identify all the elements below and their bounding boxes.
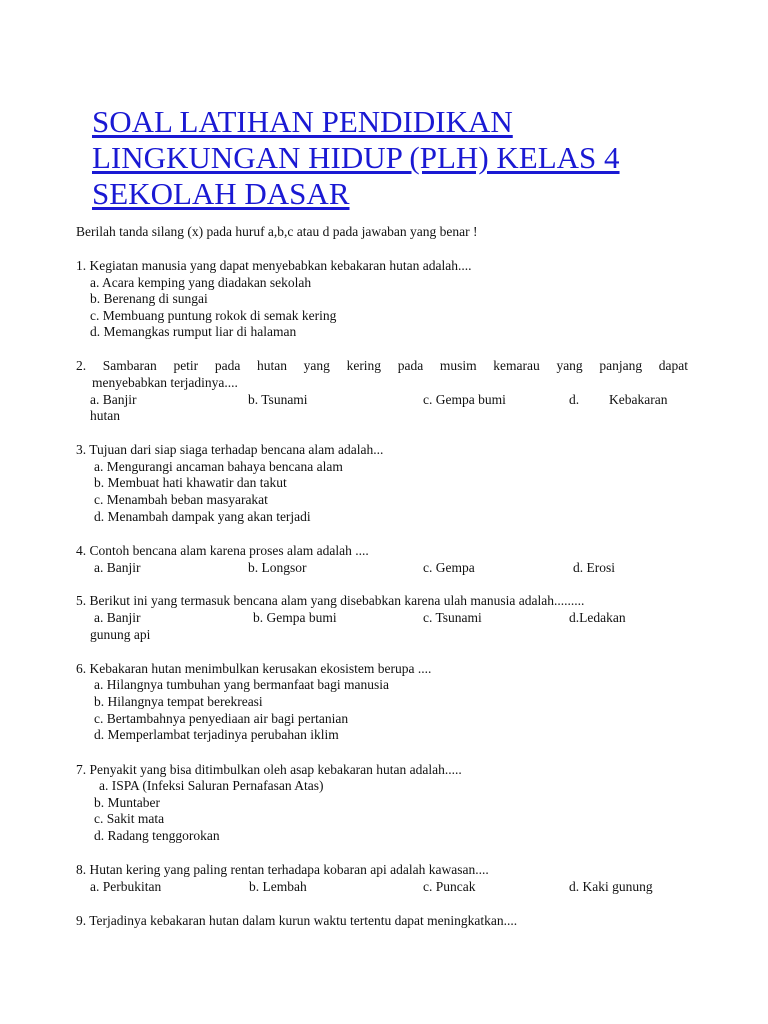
question-8-option-c: c. Puncak [423,879,476,894]
question-4-option-b: b. Longsor [248,560,307,575]
question-6: 6. Kebakaran hutan menimbulkan kerusakan ekosistem berupa .... [76,661,432,676]
question-6-option-b: b. Hilangnya tempat berekreasi [94,694,263,709]
question-3: 3. Tujuan dari siap siaga terhadap bencana alam adalah... [76,442,384,457]
question-7: 7. Penyakit yang bisa ditimbulkan oleh asap kebakaran hutan adalah..... [76,762,462,777]
document-title [92,104,712,212]
title-line-3: SEKOLAH DASAR [92,176,350,211]
question-3-option-a: a. Mengurangi ancaman bahaya bencana alam [94,459,343,474]
instruction: Berilah tanda silang (x) pada huruf a,b,c atau d pada jawaban yang benar ! [76,224,478,239]
question-3-option-b: b. Membuat hati khawatir dan takut [94,475,287,490]
question-2-option-d-word: Kebakaran [609,392,668,407]
question-1-option-b: b. Berenang di sungai [90,291,208,306]
question-2-options [0,391,768,408]
question-1: 1. Kegiatan manusia yang dapat menyebabkan kebakaran hutan adalah.... [76,258,472,273]
question-7-option-a: a. ISPA (Infeksi Saluran Pernafasan Atas) [99,778,324,793]
question-4-options [0,559,768,576]
question-2-option-d-continued: hutan [90,408,120,423]
question-8: 8. Hutan kering yang paling rentan terhadapa kobaran api adalah kawasan.... [76,862,489,877]
question-3-option-d: d. Menambah dampak yang akan terjadi [94,509,311,524]
question-3-option-c: c. Menambah beban masyarakat [94,492,268,507]
question-5-option-c: c. Tsunami [423,610,482,625]
question-8-option-b: b. Lembah [249,879,307,894]
question-2-option-b: b. Tsunami [248,392,308,407]
question-4-option-a: a. Banjir [94,560,141,575]
question-5-option-b: b. Gempa bumi [253,610,337,625]
question-5-option-d: d.Ledakan [569,610,626,625]
question-6-option-a: a. Hilangnya tumbuhan yang bermanfaat bagi manusia [94,677,390,692]
question-9: 9. Terjadinya kebakaran hutan dalam kurun waktu tertentu dapat meningkatkan.... [76,913,518,928]
question-8-option-a: a. Perbukitan [90,879,162,894]
question-1-option-c: c. Membuang puntung rokok di semak kering [90,308,337,323]
question-5-option-d-continued: gunung api [90,627,151,642]
question-2-option-d: d. [569,392,580,407]
question-6-option-d: d. Memperlambat terjadinya perubahan iklim [94,727,339,742]
question-7-option-c: c. Sakit mata [94,811,165,826]
question-7-option-b: b. Muntaber [94,795,160,810]
question-1-option-a: a. Acara kemping yang diadakan sekolah [90,275,312,290]
question-2-option-c: c. Gempa bumi [423,392,506,407]
question-5: 5. Berikut ini yang termasuk bencana alam yang disebabkan karena ulah manusia adalah......... [76,593,585,608]
question-8-options [0,878,768,895]
question-4-option-d: d. Erosi [573,560,615,575]
question-8-option-d: d. Kaki gunung [569,879,653,894]
title-line-2: LINGKUNGAN HIDUP (PLH) KELAS 4 [92,140,620,175]
title-line-1: SOAL LATIHAN PENDIDIKAN [92,104,513,139]
question-2-line-2: menyebabkan terjadinya.... [92,375,238,390]
question-2-line-1: 2. Sambaran petir pada hutan yang kering pada musim kemarau yang panjang dapat [76,358,688,373]
question-7-option-d: d. Radang tenggorokan [94,828,220,843]
question-2-option-a: a. Banjir [90,392,137,407]
question-4: 4. Contoh bencana alam karena proses alam adalah .... [76,543,369,558]
question-1-option-d: d. Memangkas rumput liar di halaman [90,324,297,339]
question-4-option-c: c. Gempa [423,560,475,575]
question-6-option-c: c. Bertambahnya penyediaan air bagi pertanian [94,711,349,726]
question-5-options [0,609,768,626]
question-5-option-a: a. Banjir [94,610,141,625]
